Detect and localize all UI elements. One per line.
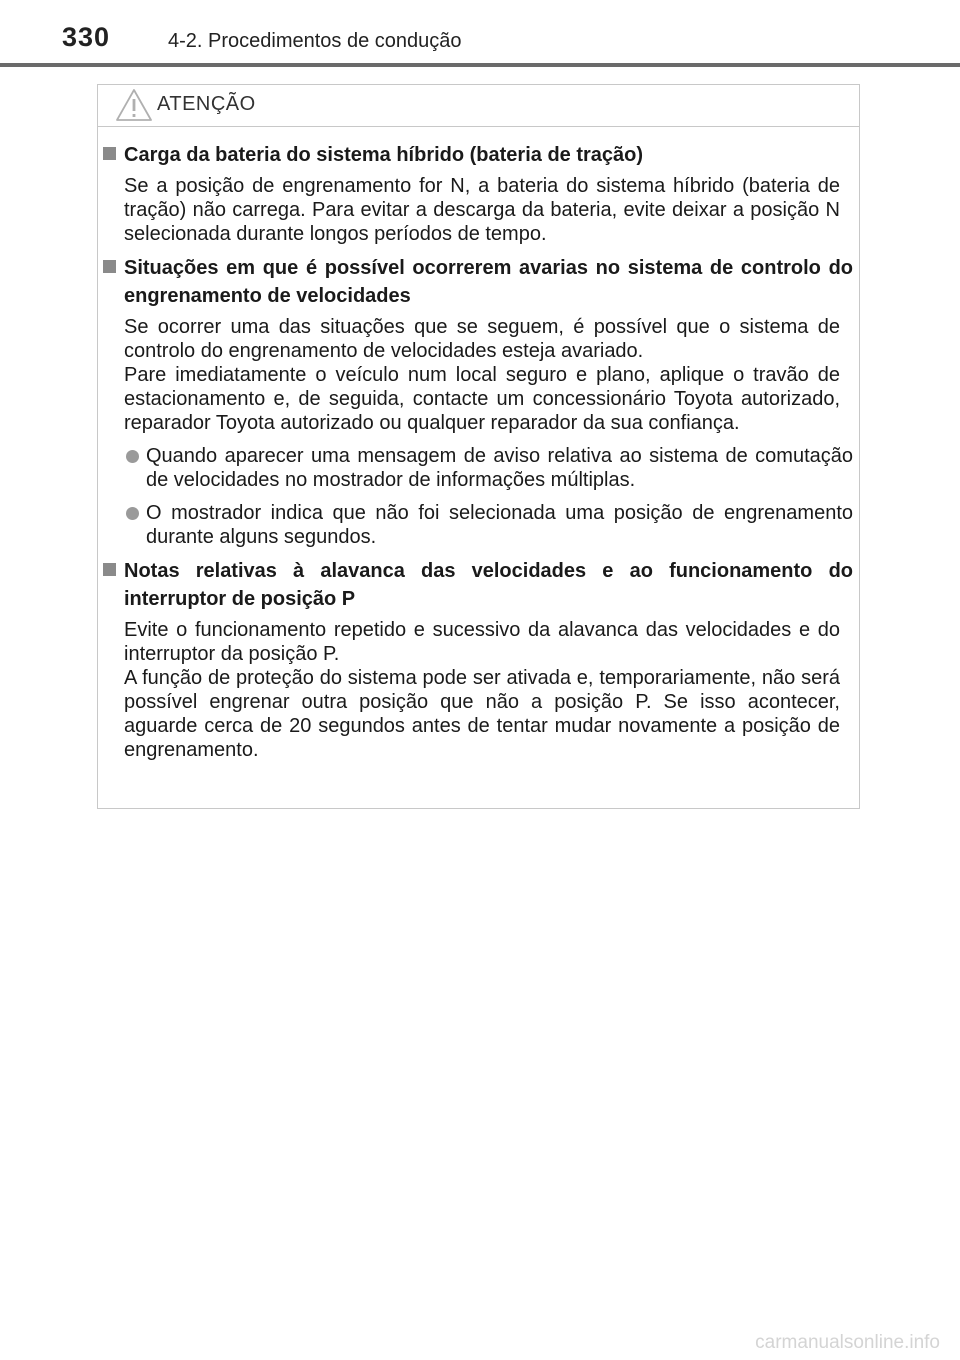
item-paragraph: Pare imediatamente o veículo num local seguro e plano, aplique o travão de estacionamento e, de seguida, contacte um concessionário Toyota autorizado, reparador Toyota autorizado ou qualquer reparador da sua confiança.	[124, 364, 840, 434]
sub-list-item	[124, 501, 853, 549]
sub-list-item	[124, 444, 853, 492]
item-paragraph: Se ocorrer uma das situações que se seguem, é possível que o sistema de controlo do engrenamento de velocidades esteja avariado.	[124, 316, 840, 362]
section-title: 4-2. Procedimentos de condução	[168, 30, 462, 52]
sub-item-text: O mostrador indica que não foi selecionada uma posição de engrenamento durante alguns segundos.	[146, 502, 853, 548]
item-heading: Notas relativas à alavanca das velocidades e ao funcionamento do interruptor de posição P	[124, 560, 853, 610]
warning-header	[98, 85, 859, 127]
item-paragraph: Evite o funcionamento repetido e sucessivo da alavanca das velocidades e do interruptor da posição P.	[124, 619, 840, 665]
warning-box	[97, 84, 860, 809]
warning-label: ATENÇÃO	[157, 93, 256, 115]
warning-content	[98, 141, 859, 770]
item-paragraph: Se a posição de engrenamento for N, a bateria do sistema híbrido (bateria de tração) não carrega. Para evitar a descarga da bateria, evite deixar a posição N selecionada durante longos períodos de tempo.	[124, 175, 840, 245]
square-bullet-icon	[103, 563, 116, 576]
warning-item	[98, 254, 859, 549]
warning-item	[98, 141, 859, 246]
square-bullet-icon	[103, 260, 116, 273]
watermark: carmanualsonline.info	[755, 1332, 940, 1353]
item-heading: Carga da bateria do sistema híbrido (bateria de tração)	[124, 144, 644, 166]
item-paragraph: A função de proteção do sistema pode ser ativada e, temporariamente, não será possível engrenar outra posição que não a posição P. Se isso acontecer, aguarde cerca de 20 segundos antes de tentar mudar novamente a posição de engrenamento.	[124, 667, 840, 761]
warning-triangle-icon	[115, 88, 153, 122]
sub-item-text: Quando aparecer uma mensagem de aviso relativa ao sistema de comutação de velocidades no mostrador de informações múltiplas.	[146, 445, 853, 491]
page-number: 330	[62, 22, 111, 52]
square-bullet-icon	[103, 147, 116, 160]
circle-bullet-icon	[126, 450, 139, 463]
item-heading: Situações em que é possível ocorrerem avarias no sistema de controlo do engrenamento de velocidades	[124, 257, 853, 307]
header-divider	[0, 63, 960, 67]
warning-item	[98, 557, 859, 762]
circle-bullet-icon	[126, 507, 139, 520]
